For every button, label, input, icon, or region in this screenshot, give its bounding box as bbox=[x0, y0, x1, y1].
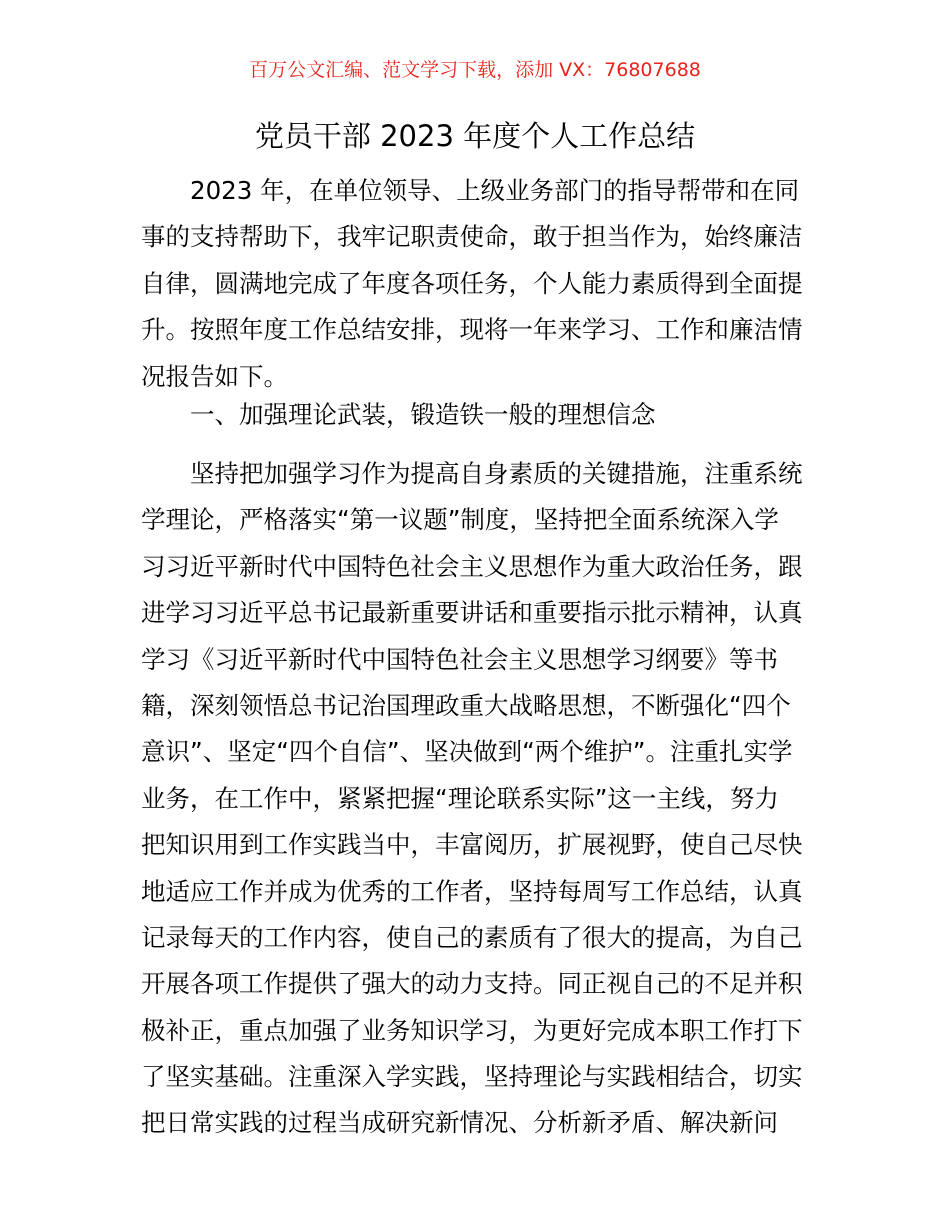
paragraph-line: 学习《习近平新时代中国特色社会主义思想学习纲要》等书 bbox=[141, 644, 778, 674]
paragraph-line: 记录每天的工作内容，使自己的素质有了很大的提高，为自己 bbox=[141, 922, 803, 952]
paragraph-line: 把日常实践的过程当成研究新情况、分析新矛盾、解决新问 bbox=[141, 1108, 778, 1138]
header-contact-note: 百万公文汇编、范文学习下载，添加 VX：76807688 bbox=[249, 59, 701, 81]
paragraph-line: 籍，深刻领悟总书记治国理政重大战略思想，不断强化“四个 bbox=[141, 690, 791, 720]
paragraph-line: 把知识用到工作实践当中，丰富阅历，扩展视野，使自己尽快 bbox=[141, 830, 803, 860]
paragraph-line: 进学习习近平总书记最新重要讲话和重要指示批示精神，认真 bbox=[141, 598, 803, 628]
paragraph-line: 事的支持帮助下，我牢记职责使命，敢于担当作为，始终廉洁 bbox=[141, 222, 803, 252]
intro-paragraph bbox=[141, 168, 813, 400]
section-heading-text: 一、加强理论武装，锻造铁一般的理想信念 bbox=[190, 400, 656, 429]
paragraph-line: 了坚实基础。注重深入学实践，坚持理论与实践相结合，切实 bbox=[141, 1062, 803, 1092]
paragraph-line: 业务，在工作中，紧紧把握“理论联系实际”这一主线，努力 bbox=[141, 783, 779, 813]
paragraph-line: 地适应工作并成为优秀的工作者，坚持每周写工作总结，认真 bbox=[141, 876, 803, 906]
paragraph-line: 升。按照年度工作总结安排，现将一年来学习、工作和廉洁情 bbox=[141, 315, 803, 345]
paragraph-line: 开展各项工作提供了强大的动力支持。同正视自己的不足并积 bbox=[141, 969, 803, 999]
document-title: 党员干部 2023 年度个人工作总结 bbox=[254, 119, 696, 153]
paragraph-line: 极补正，重点加强了业务知识学习，为更好完成本职工作打下 bbox=[141, 1015, 803, 1045]
paragraph-line: 况报告如下。 bbox=[141, 361, 288, 391]
section-paragraph bbox=[141, 451, 813, 1147]
section-heading bbox=[141, 392, 813, 438]
paragraph-line: 学理论，严格落实“第一议题”制度，坚持把全面系统深入学 bbox=[141, 505, 779, 535]
paragraph-line: 自律，圆满地完成了年度各项任务，个人能力素质得到全面提 bbox=[141, 268, 803, 298]
paragraph-line: 2023 年，在单位领导、上级业务部门的指导帮带和在同 bbox=[190, 176, 800, 205]
paragraph-line: 意识”、坚定“四个自信”、坚决做到“两个维护”。注重扎实学 bbox=[141, 737, 793, 767]
paragraph-line: 习习近平新时代中国特色社会主义思想作为重大政治任务，跟 bbox=[141, 551, 803, 581]
paragraph-line: 坚持把加强学习作为提高自身素质的关键措施，注重系统 bbox=[190, 459, 803, 488]
